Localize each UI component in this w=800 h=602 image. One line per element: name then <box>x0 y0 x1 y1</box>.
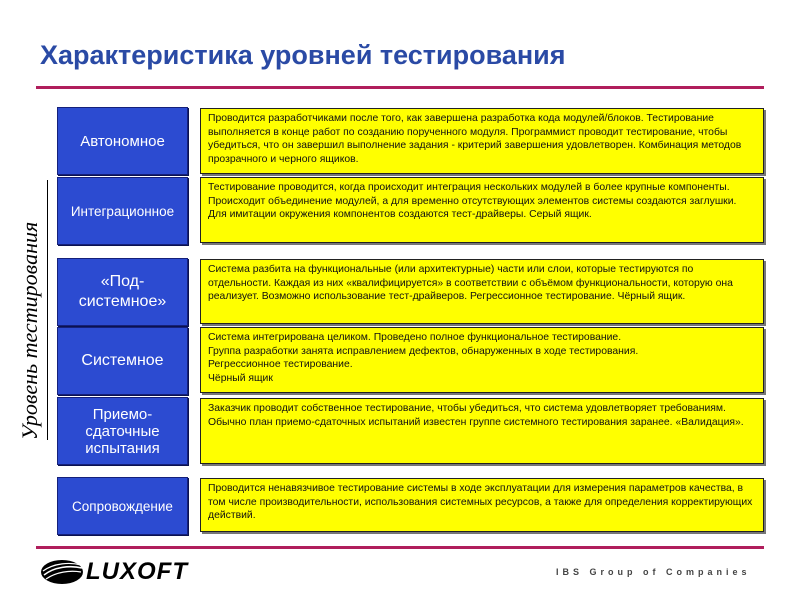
level-name-line: Приемо- <box>92 405 153 423</box>
description-text: Проводится разработчиками после того, как завершена разработка кода модулей/блоков. Тестирование выполняется в конце работ по созданию порученного модуля. Программист проводит тестирование, чтобы убедиться, что он завершил выполнение задания - критерий завершения удовлетворен. Комбинация методов прозрачного и черного ящиков. <box>208 113 742 165</box>
luxoft-swoosh-icon <box>40 559 84 585</box>
top-divider <box>36 86 764 89</box>
description-text: Проводится ненавязчивое тестирование системы в ходе эксплуатации для измерения параметров качества, в том числе производительности, использования системных ресурсов, а также для определения корректирующих действий. <box>208 483 753 522</box>
description-text: Регрессионное тестирование. <box>208 359 353 371</box>
description-text: Система разбита на функциональные (или архитектурные) части или слои, которые тестируются по отдельности. Каждая из них «квалифицируется» в соответствии с объёмом функциональности, которую она реализует. Возможно использование тест-драйверов. Регрессионное тестирование. Чёрный ящик. <box>208 264 733 303</box>
description-text: Система интегрирована целиком. Проведено полное функциональное тестирование. <box>208 332 622 343</box>
company-tagline: IBS Group of Companies <box>556 567 751 577</box>
level-name-line: Сопровождение <box>72 498 173 514</box>
luxoft-logo <box>40 558 188 586</box>
level-name-line: сдаточные <box>85 422 160 440</box>
level-description-integration <box>200 177 764 243</box>
level-name-line: Интеграционное <box>70 203 175 219</box>
description-text: Заказчик проводит собственное тестирование, чтобы убедиться, что система удовлетворяет требованиям. <box>208 403 726 414</box>
level-name-line: Системное <box>81 352 164 369</box>
level-description-acceptance <box>200 398 764 464</box>
description-text: Чёрный ящик <box>208 372 273 384</box>
level-name-line: «Под- <box>100 273 145 290</box>
page-title: Характеристика уровней тестирования <box>40 40 566 70</box>
level-name-line: Автономное <box>80 132 165 150</box>
vertical-axis-label: Уровень тестирования <box>17 180 48 440</box>
level-box-integration <box>57 177 188 245</box>
level-description-autonomous <box>200 108 764 174</box>
level-box-autonomous <box>57 107 188 175</box>
level-box-maintenance <box>57 477 188 535</box>
level-box-subsystem <box>57 258 188 326</box>
logo-text: LUXOFT <box>86 558 188 585</box>
description-text: Обычно план приемо-сдаточных испытаний известен группе системного тестирования заранее. «Валидация». <box>208 416 744 428</box>
level-box-system <box>57 327 188 395</box>
level-description-system <box>200 327 764 393</box>
level-name-line: системное» <box>78 293 167 310</box>
description-text: Группа разработки занята исправлением дефектов, обнаруженных в ходе тестирования. <box>208 345 639 357</box>
bottom-divider <box>36 546 764 549</box>
level-name-line: испытания <box>85 439 160 457</box>
level-box-acceptance <box>57 397 188 465</box>
level-description-maintenance <box>200 478 764 532</box>
description-text: Тестирование проводится, когда происходит интеграция нескольких модулей в более крупные компоненты. Происходит объединение модулей, а для временно отсутствующих элементов системы создаются заглушки. Для имитации окружения компонентов создаются тест-драйверы. Серый ящик. <box>208 182 737 221</box>
level-description-subsystem <box>200 259 764 324</box>
